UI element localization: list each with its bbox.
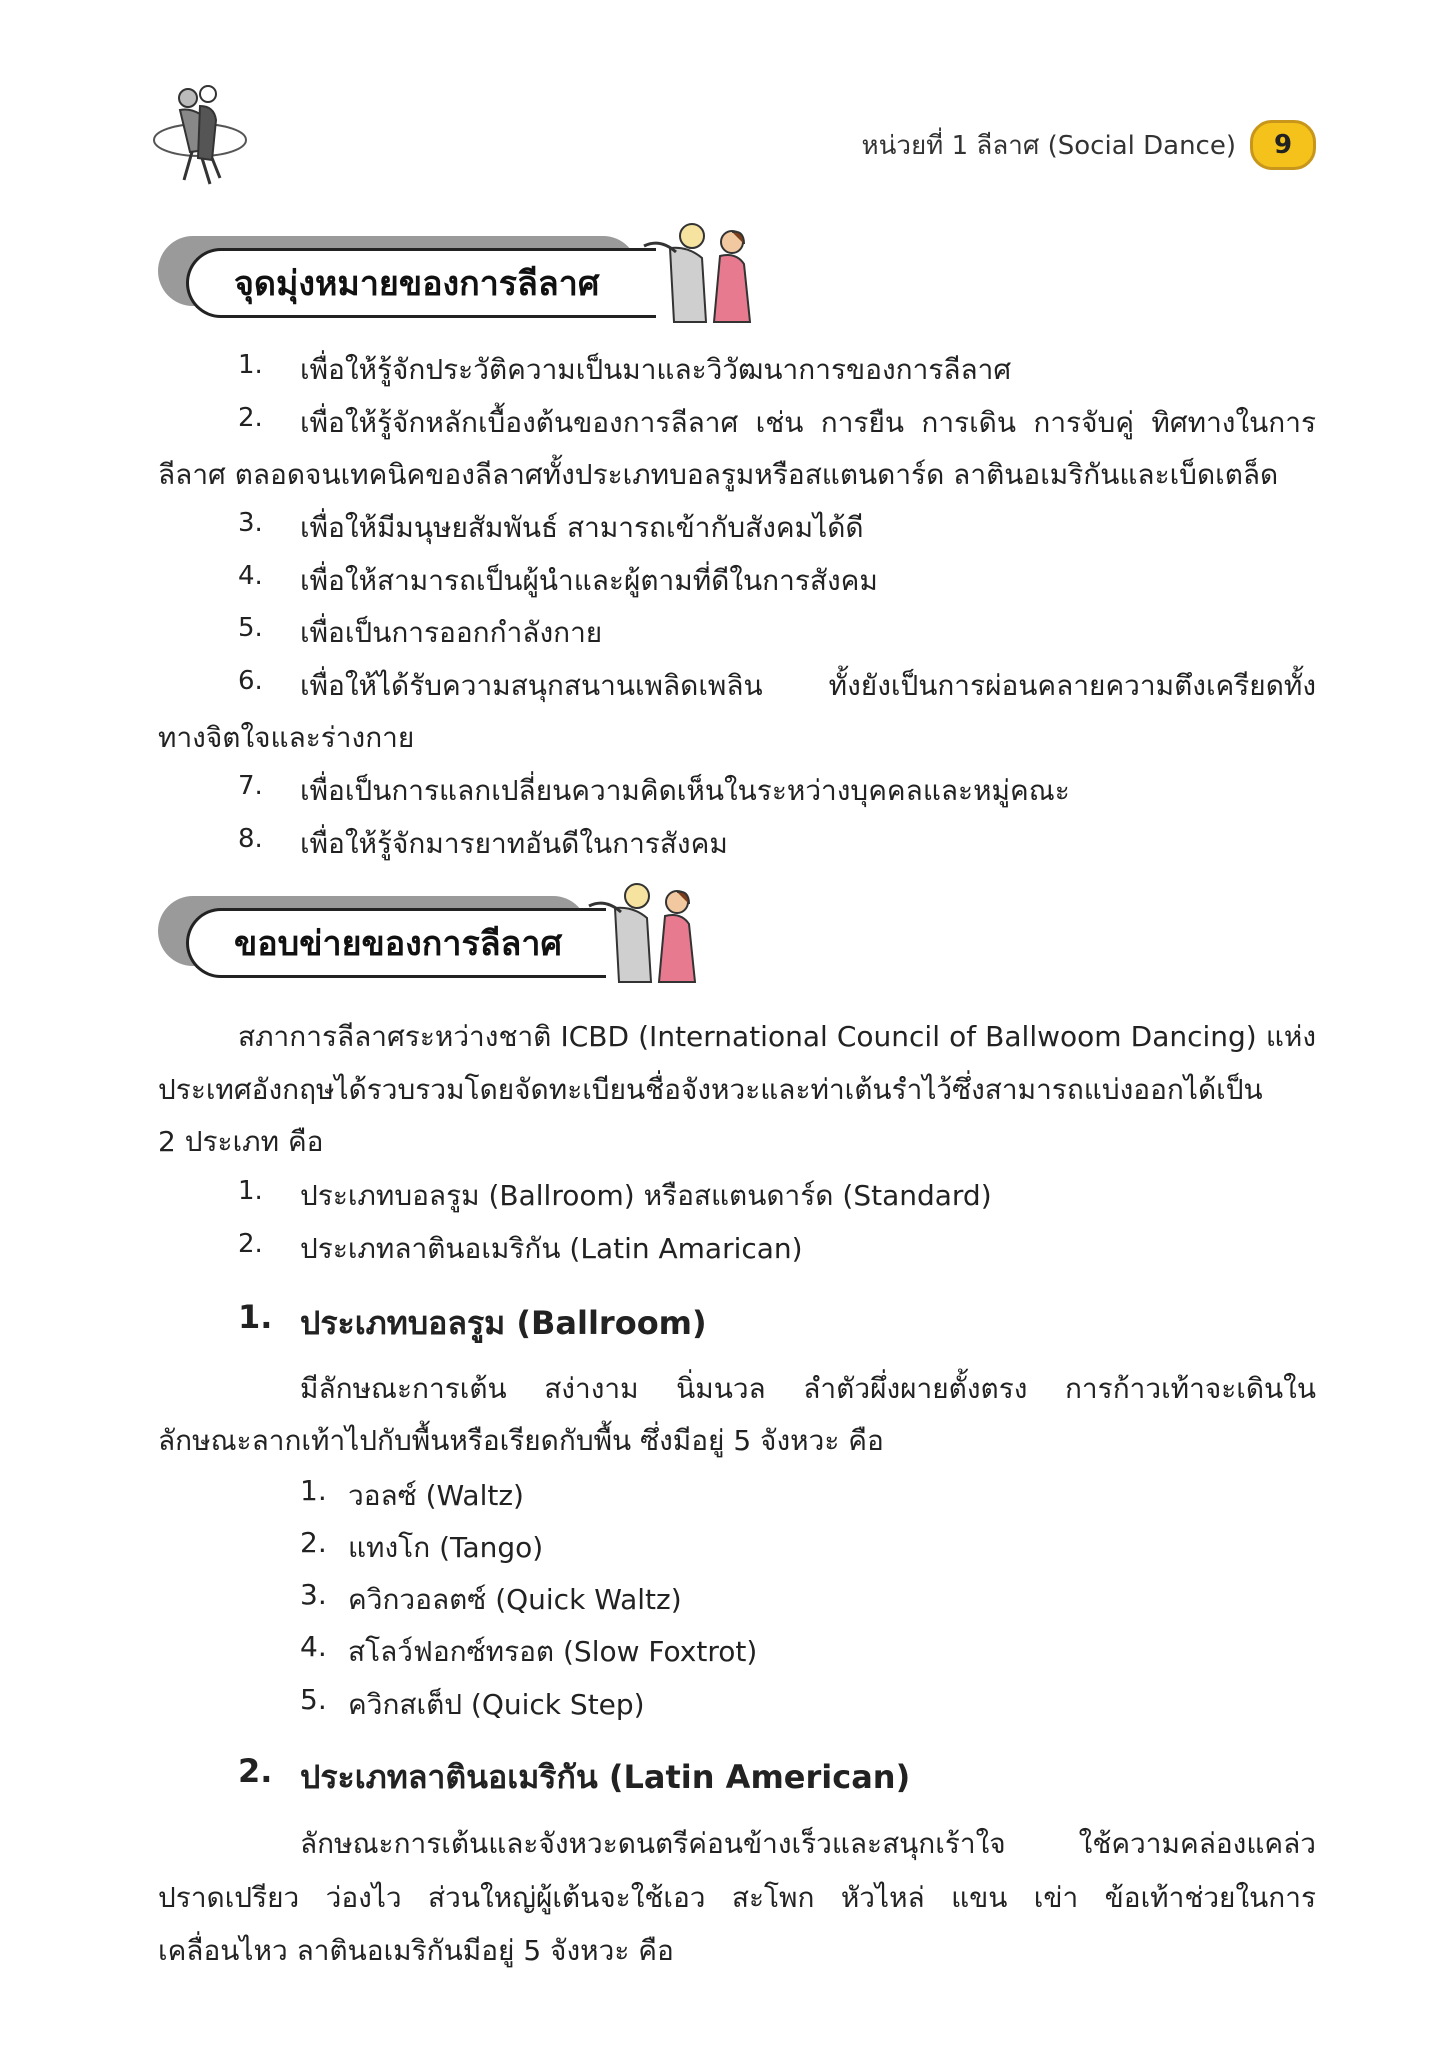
dance-number: 5. <box>300 1683 327 1716</box>
paragraph-line: ลักษณะลากเท้าไปกับพื้นหรือเรียดกับพื้น ซึ่งมีอยู่ 5 จังหวะ คือ <box>158 1424 884 1457</box>
paragraph-line: มีลักษณะการเต้น สง่างาม นิ่มนวล ลำตัวผึ่งผายตั้งตรง การก้าวเท้าจะเดินใน <box>300 1372 1316 1405</box>
dancing-couple-icon <box>585 878 715 988</box>
subheading-ballroom: ประเภทบอลรูม (Ballroom) <box>300 1304 707 1342</box>
page-number-badge: 9 <box>1250 120 1316 170</box>
list-item: เพื่อให้รู้จักประวัติความเป็นมาและวิวัฒนาการของการลีลาศ <box>300 353 1012 386</box>
list-item: เพื่อเป็นการออกกำลังกาย <box>300 616 603 649</box>
section-title: ขอบข่ายของการลีลาศ <box>234 924 563 964</box>
dancing-couple-icon <box>640 218 770 328</box>
list-number: 8. <box>238 824 263 854</box>
list-item: ประเภทบอลรูม (Ballroom) หรือสแตนดาร์ด (Standard) <box>300 1179 992 1212</box>
list-item-continuation: ทางจิตใจและร่างกาย <box>158 721 415 754</box>
list-number: 6. <box>238 666 263 696</box>
dance-item: สโลว์ฟอกซ์ทรอต (Slow Foxtrot) <box>348 1635 758 1668</box>
list-number: 2. <box>238 403 263 433</box>
list-item: เพื่อให้สามารถเป็นผู้นำและผู้ตามที่ดีในการสังคม <box>300 564 878 597</box>
dance-item: ควิกวอลตซ์ (Quick Waltz) <box>348 1583 682 1616</box>
dance-item: แทงโก (Tango) <box>348 1531 544 1564</box>
dance-number: 1. <box>300 1474 327 1507</box>
list-number: 5. <box>238 613 263 643</box>
dance-number: 3. <box>300 1578 327 1611</box>
chapter-title: หน่วยที่ 1 ลีลาศ (Social Dance) <box>861 130 1236 161</box>
list-item: เพื่อให้มีมนุษยสัมพันธ์ สามารถเข้ากับสังคมได้ดี <box>300 511 864 544</box>
section-title: จุดมุ่งหมายของการลีลาศ <box>234 264 600 304</box>
list-number: 1. <box>238 1176 263 1206</box>
paragraph-line: ปราดเปรียว ว่องไว ส่วนใหญ่ผู้เต้นจะใช้เอว สะโพก หัวไหล่ แขน เข่า ข้อเท้าช่วยในการ <box>158 1881 1316 1914</box>
paragraph-line: ประเทศอังกฤษได้รวบรวมโดยจัดทะเบียนชื่อจังหวะและท่าเต้นรำไว้ซึ่งสามารถแบ่งออกได้เป็น <box>158 1073 1263 1106</box>
dance-item: ควิกสเต็ป (Quick Step) <box>348 1688 645 1721</box>
dance-number: 2. <box>300 1526 327 1559</box>
list-item: เพื่อให้ได้รับความสนุกสนานเพลิดเพลิน ทั้งยังเป็นการผ่อนคลายความตึงเครียดทั้ง <box>300 669 1316 702</box>
list-number: 4. <box>238 561 263 591</box>
list-item: เพื่อเป็นการแลกเปลี่ยนความคิดเห็นในระหว่างบุคคลและหมู่คณะ <box>300 774 1070 807</box>
subheading-number: 1. <box>238 1298 273 1336</box>
paragraph-line: สภาการลีลาศระหว่างชาติ ICBD (International Council of Ballwoom Dancing) แห่ง <box>238 1020 1316 1053</box>
list-item-continuation: ลีลาศ ตลอดจนเทคนิคของลีลาศทั้งประเภทบอลรูมหรือสแตนดาร์ด ลาตินอเมริกันและเบ็ดเตล็ด <box>158 458 1279 491</box>
list-item: เพื่อให้รู้จักหลักเบื้องต้นของการลีลาศ เช่น การยืน การเดิน การจับคู่ ทิศทางในการ <box>300 406 1316 439</box>
list-number: 7. <box>238 771 263 801</box>
list-item: เพื่อให้รู้จักมารยาทอันดีในการสังคม <box>300 827 728 860</box>
list-number: 3. <box>238 508 263 538</box>
subheading-number: 2. <box>238 1752 273 1790</box>
dancing-couple-logo <box>150 80 250 190</box>
page-header <box>861 120 1316 170</box>
list-number: 2. <box>238 1229 263 1259</box>
paragraph-line: 2 ประเภท คือ <box>158 1125 324 1158</box>
subheading-latin: ประเภทลาตินอเมริกัน (Latin American) <box>300 1758 911 1796</box>
list-number: 1. <box>238 350 263 380</box>
paragraph-line: เคลื่อนไหว ลาตินอเมริกันมีอยู่ 5 จังหวะ คือ <box>158 1934 674 1967</box>
paragraph-line: ลักษณะการเต้นและจังหวะดนตรีค่อนข้างเร็วและสนุกเร้าใจ ใช้ความคล่องแคล่ว <box>300 1827 1316 1860</box>
dance-number: 4. <box>300 1630 327 1663</box>
list-item: ประเภทลาตินอเมริกัน (Latin Amarican) <box>300 1232 803 1265</box>
dance-item: วอลซ์ (Waltz) <box>348 1479 524 1512</box>
